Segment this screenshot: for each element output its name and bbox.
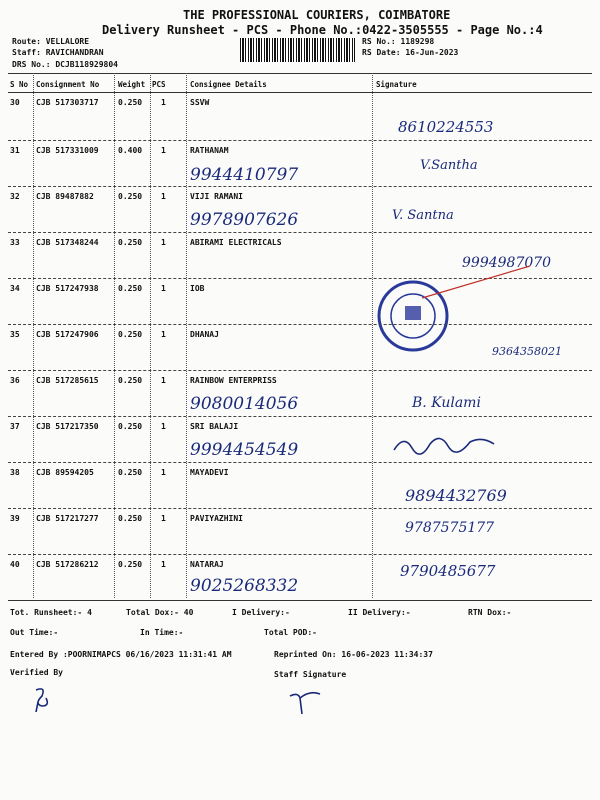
rs-number: RS No.: 1189298 <box>362 37 435 46</box>
divider <box>372 73 373 598</box>
row-consignment: CJB 89487882 <box>36 192 94 201</box>
ii-delivery: II Delivery:- <box>348 608 411 617</box>
row-sno: 36 <box>10 376 20 385</box>
handwritten-signature: V.Santha <box>420 158 478 173</box>
row-pcs: 1 <box>161 468 166 477</box>
rs-date: RS Date: 16-Jun-2023 <box>362 48 459 57</box>
row-consignee: NATARAJ <box>190 560 224 569</box>
handwritten-signature: 9790485677 <box>400 562 496 580</box>
row-consignee: RATHANAM <box>190 146 229 155</box>
row-consignment: CJB 89594205 <box>36 468 94 477</box>
row-sno: 40 <box>10 560 20 569</box>
col-consignment: Consignment No <box>36 80 100 89</box>
row-pcs: 1 <box>161 284 166 293</box>
row-consignee: PAVIYAZHINI <box>190 514 243 523</box>
signature-scribble-icon <box>390 428 500 458</box>
route-label: Route: VELLALORE <box>12 37 90 46</box>
row-pcs: 1 <box>161 514 166 523</box>
company-title: THE PROFESSIONAL COURIERS, COIMBATORE <box>183 8 451 22</box>
total-dox: Total Dox:- 40 <box>126 608 194 617</box>
row-pcs: 1 <box>161 146 166 155</box>
divider <box>186 73 187 598</box>
row-consignee: RAINBOW ENTERPRISS <box>190 376 277 385</box>
divider <box>114 73 115 598</box>
staff-label: Staff: RAVICHANDRAN <box>12 48 104 57</box>
row-pcs: 1 <box>161 98 166 107</box>
col-weight: Weight <box>118 80 146 89</box>
row-pcs: 1 <box>161 376 166 385</box>
entered-by: Entered By :POORNIMAPCS 06/16/2023 11:31:41 AM <box>10 650 232 659</box>
row-consignee: IOB <box>190 284 205 293</box>
row-weight: 0.250 <box>118 376 143 385</box>
handwritten-phone: 9994454549 <box>190 440 299 460</box>
row-consignee: VIJI RAMANI <box>190 192 243 201</box>
row-weight: 0.250 <box>118 98 143 107</box>
row-sno: 33 <box>10 238 20 247</box>
row-consignee: MAYADEVI <box>190 468 229 477</box>
row-consignment: CJB 517286212 <box>36 560 99 569</box>
handwritten-phone: 9080014056 <box>190 394 299 414</box>
row-separator <box>8 186 592 187</box>
row-weight: 0.250 <box>118 468 143 477</box>
row-sno: 39 <box>10 514 20 523</box>
staff-signature-label: Staff Signature <box>274 670 347 679</box>
row-consignee: ABIRAMI ELECTRICALS <box>190 238 282 247</box>
row-weight: 0.400 <box>118 146 143 155</box>
row-consignee: SSVW <box>190 98 210 107</box>
handwritten-phone: 9894432769 <box>405 486 507 505</box>
verifier-signature-icon <box>28 684 58 714</box>
total-pod: Total POD:- <box>264 628 317 637</box>
row-consignment: CJB 517247906 <box>36 330 99 339</box>
reprinted-on: Reprinted On: 16-06-2023 11:34:37 <box>274 650 433 659</box>
row-separator <box>8 140 592 141</box>
row-pcs: 1 <box>161 330 166 339</box>
handwritten-signature: V. Santna <box>392 208 454 223</box>
table-bottom-rule <box>8 600 592 601</box>
row-sno: 37 <box>10 422 20 431</box>
row-consignee: SRI BALAJI <box>190 422 239 431</box>
row-sno: 30 <box>10 98 20 107</box>
row-consignee: DHANAJ <box>190 330 219 339</box>
tot-runsheet: Tot. Runsheet:- 4 <box>10 608 92 617</box>
row-weight: 0.250 <box>118 284 143 293</box>
row-sno: 32 <box>10 192 20 201</box>
row-separator <box>8 462 592 463</box>
row-weight: 0.250 <box>118 514 143 523</box>
table-top-rule <box>8 73 592 74</box>
red-pen-mark-icon <box>420 262 540 302</box>
runsheet-subtitle: Delivery Runsheet - PCS - Phone No.:0422-3505555 - Page No.:4 <box>102 23 543 37</box>
row-consignment: CJB 517217277 <box>36 514 99 523</box>
row-separator <box>8 232 592 233</box>
col-pcs: PCS <box>152 80 166 89</box>
row-consignment: CJB 517348244 <box>36 238 99 247</box>
row-consignment: CJB 517331009 <box>36 146 99 155</box>
row-consignment: CJB 517217350 <box>36 422 99 431</box>
staff-signature-icon <box>286 688 326 718</box>
divider <box>150 73 151 598</box>
col-sno: S No <box>10 80 29 89</box>
rtn-dox: RTN Dox:- <box>468 608 512 617</box>
drs-label: DRS No.: DCJB118929804 <box>12 60 118 69</box>
row-pcs: 1 <box>161 560 166 569</box>
row-weight: 0.250 <box>118 560 143 569</box>
handwritten-phone: 9364358021 <box>492 345 562 358</box>
row-pcs: 1 <box>161 422 166 431</box>
row-weight: 0.250 <box>118 422 143 431</box>
row-weight: 0.250 <box>118 238 143 247</box>
row-consignment: CJB 517303717 <box>36 98 99 107</box>
row-sno: 31 <box>10 146 20 155</box>
i-delivery: I Delivery:- <box>232 608 290 617</box>
row-separator <box>8 416 592 417</box>
row-weight: 0.250 <box>118 330 143 339</box>
col-consignee: Consignee Details <box>190 80 267 89</box>
row-separator <box>8 508 592 509</box>
row-consignment: CJB 517247938 <box>36 284 99 293</box>
row-consignment: CJB 517285615 <box>36 376 99 385</box>
in-time: In Time:- <box>140 628 184 637</box>
handwritten-phone: 8610224553 <box>398 118 494 136</box>
divider <box>33 73 34 598</box>
row-sno: 34 <box>10 284 20 293</box>
header-bottom-rule <box>8 92 592 93</box>
handwritten-phone: 9787575177 <box>405 520 495 536</box>
row-sno: 38 <box>10 468 20 477</box>
row-separator <box>8 370 592 371</box>
row-pcs: 1 <box>161 192 166 201</box>
row-pcs: 1 <box>161 238 166 247</box>
row-weight: 0.250 <box>118 192 143 201</box>
col-signature: Signature <box>376 80 417 89</box>
row-sno: 35 <box>10 330 20 339</box>
barcode <box>240 38 355 62</box>
handwritten-signature: B. Kulami <box>412 395 481 411</box>
handwritten-phone: 9025268332 <box>190 576 299 596</box>
handwritten-phone: 9994987070 <box>462 255 552 271</box>
row-separator <box>8 554 592 555</box>
handwritten-phone: 9944410797 <box>190 165 299 185</box>
row-separator <box>8 324 592 325</box>
handwritten-phone: 9978907626 <box>190 210 299 230</box>
verified-by: Verified By <box>10 668 63 677</box>
out-time: Out Time:- <box>10 628 59 637</box>
